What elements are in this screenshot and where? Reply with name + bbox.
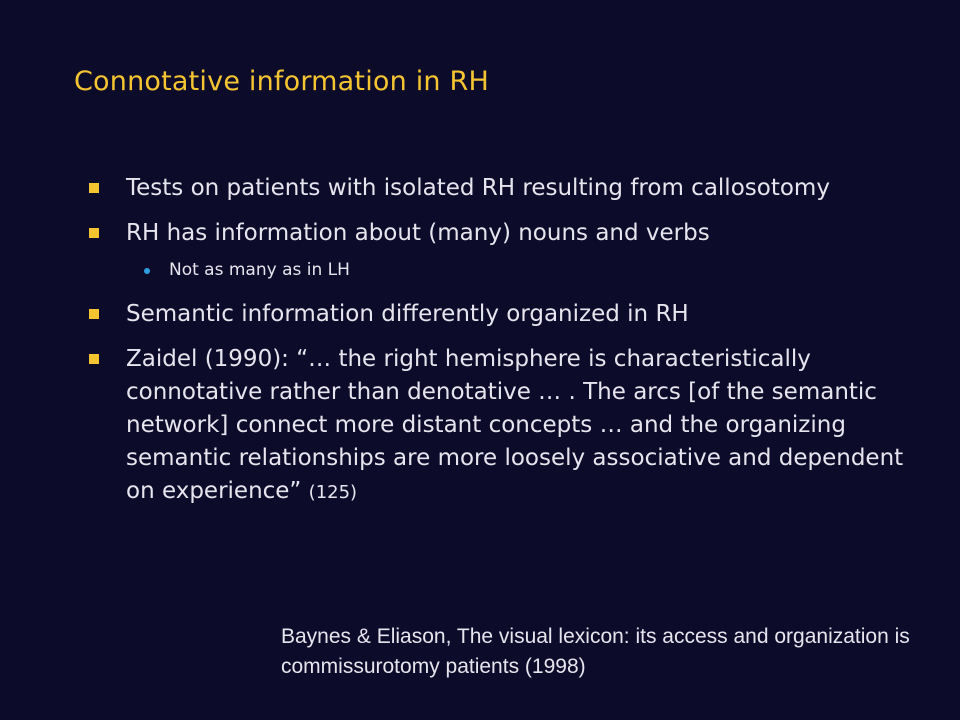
square-bullet-icon [89, 183, 99, 193]
square-bullet-icon [89, 354, 99, 364]
square-bullet-icon [89, 309, 99, 319]
bullet-item [88, 343, 908, 509]
quote-text: Zaidel (1990): “… the right hemisphere is characteristically connotative rather than denotative … . The arcs [of the semantic network] connect more distant concepts … and the organizing semantic relationships are more loosely associative and dependent on experience” [126, 346, 904, 504]
bullet-text: Tests on patients with isolated RH resulting from callosotomy [126, 175, 830, 201]
citation: Baynes & Eliason, The visual lexicon: its access and organization is commissurotomy patients (1998) [281, 625, 910, 678]
bullet-item [88, 172, 908, 205]
slide-title: Connotative information in RH [74, 66, 489, 97]
bullet-item [88, 298, 908, 331]
bullet-list [88, 172, 908, 521]
square-bullet-icon [89, 228, 99, 238]
page-reference: (125) [308, 482, 358, 503]
bullet-text: Semantic information differently organized in RH [126, 301, 689, 327]
bullet-item [88, 217, 908, 250]
bullet-text: RH has information about (many) nouns and verbs [126, 220, 710, 246]
round-bullet-icon [144, 268, 150, 274]
sub-bullet-text: Not as many as in LH [169, 260, 350, 280]
sub-bullet-item [88, 258, 908, 282]
